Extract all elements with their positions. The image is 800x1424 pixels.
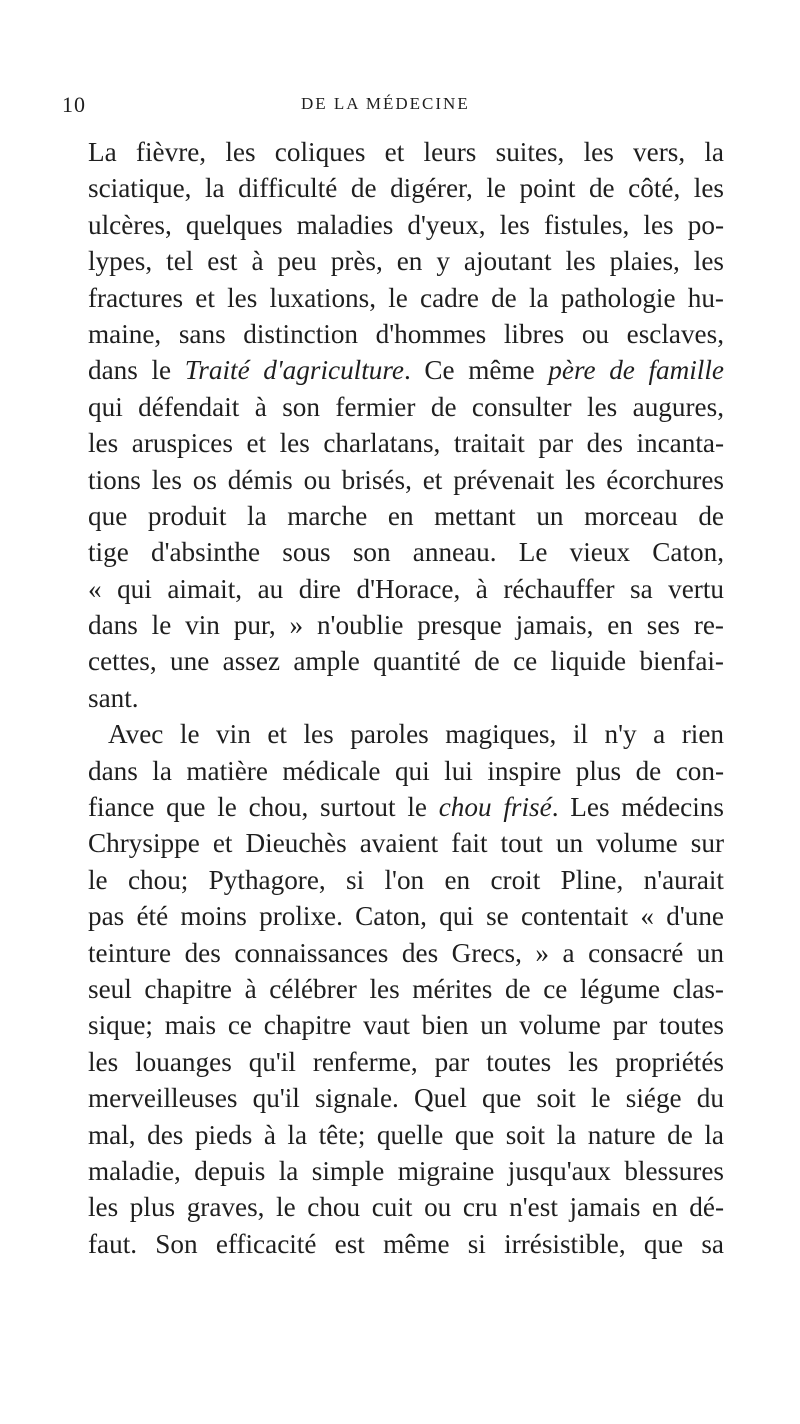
- text-segment: dans le: [88, 355, 185, 386]
- text-line: cettes, une assez ample quantité de ce liquide bienfai-: [88, 646, 724, 677]
- text-line: tions les os démis ou brisés, et prévenait les écorchures: [88, 464, 724, 495]
- page-number: 10: [62, 92, 86, 117]
- text-line: le chou; Pythagore, si l'on en croit Pline, n'aurait: [88, 864, 724, 895]
- text-line: lypes, tel est à peu près, en y ajoutant les plaies, les: [88, 246, 724, 277]
- text-segment: fiance que le chou, surtout le: [88, 792, 439, 823]
- text-line: « qui aimait, au dire d'Horace, à réchauffer sa vertu: [88, 573, 724, 604]
- text-line: sique; mais ce chapitre vaut bien un volume par toutes: [88, 1010, 724, 1041]
- italic-phrase: chou frisé: [438, 792, 552, 823]
- running-title: DE LA MÉDECINE: [301, 94, 470, 113]
- body-text: [88, 134, 724, 1262]
- italic-phrase: père de famille: [548, 355, 724, 386]
- text-line: merveilleuses qu'il signale. Quel que soit le siége du: [88, 1083, 724, 1114]
- text-line: seul chapitre à célébrer les mérites de ce légume clas-: [88, 973, 724, 1004]
- text-line: dans la matière médicale qui lui inspire plus de con-: [88, 755, 724, 786]
- text-line: les aruspices et les charlatans, traitait par des incanta-: [88, 428, 724, 459]
- text-segment: . Les médecins: [551, 792, 724, 823]
- text-line: dans le vin pur, » n'oublie presque jamais, en ses re-: [88, 610, 724, 641]
- text-line: ulcères, quelques maladies d'yeux, les fistules, les po-: [88, 209, 724, 240]
- text-line: tige d'absinthe sous son anneau. Le vieux Caton,: [88, 537, 724, 568]
- text-line: [88, 789, 724, 825]
- text-line: sciatique, la difficulté de digérer, le point de côté, les: [88, 173, 724, 204]
- text-line: les plus graves, le chou cuit ou cru n'est jamais en dé-: [88, 1192, 724, 1223]
- running-head: [62, 92, 722, 122]
- text-line: mal, des pieds à la tête; quelle que soit la nature de la: [88, 1119, 724, 1150]
- text-line: pas été moins prolixe. Caton, qui se contentait « d'une: [88, 901, 724, 932]
- text-line: qui défendait à son fermier de consulter les augures,: [88, 391, 724, 422]
- text-line: maine, sans distinction d'hommes libres ou esclaves,: [88, 318, 724, 349]
- text-line: Avec le vin et les paroles magiques, il n'y a rien: [108, 719, 724, 750]
- text-line: faut. Son efficacité est même si irrésistible, que sa: [88, 1228, 724, 1259]
- text-line: fractures et les luxations, le cadre de la pathologie hu-: [88, 282, 724, 313]
- text-line: [88, 352, 724, 388]
- text-line: Chrysippe et Dieuchès avaient fait tout un volume sur: [88, 828, 724, 859]
- text-line: maladie, depuis la simple migraine jusqu'aux blessures: [88, 1155, 724, 1186]
- italic-title: Traité d'agriculture: [184, 355, 404, 386]
- text-line: que produit la marche en mettant un morceau de: [88, 500, 724, 531]
- text-line: teinture des connaissances des Grecs, » a consacré un: [88, 937, 724, 968]
- text-segment: . Ce même: [404, 355, 549, 386]
- text-line: les louanges qu'il renferme, par toutes les propriétés: [88, 1046, 724, 1077]
- text-line: sant.: [88, 682, 139, 713]
- text-line: La fièvre, les coliques et leurs suites, les vers, la: [88, 137, 724, 167]
